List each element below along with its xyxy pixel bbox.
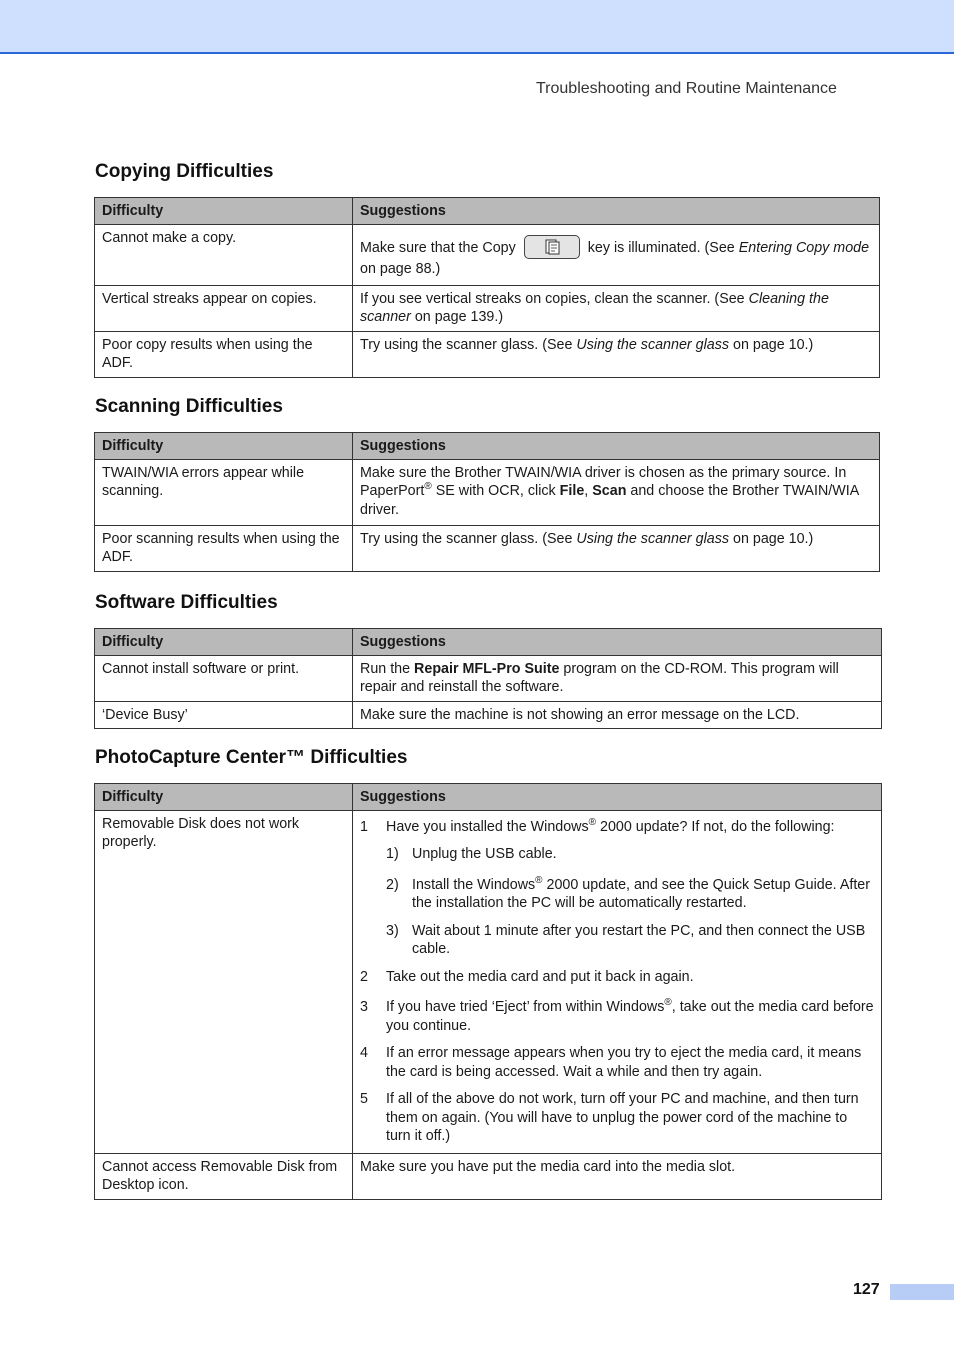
suggestion-cell (353, 810, 882, 1153)
cross-reference: Using the scanner glass (576, 336, 730, 353)
col-difficulty: Difficulty (95, 198, 353, 225)
step-number: 4 (360, 1045, 368, 1061)
col-suggestions: Suggestions (353, 433, 880, 460)
copying-table (94, 197, 880, 378)
substep-number: 2) (386, 876, 399, 893)
difficulty-cell: Cannot install software or print. (95, 655, 353, 701)
suggestion-cell (353, 224, 880, 285)
table-header-row (95, 433, 880, 460)
menu-name-file: File (559, 483, 585, 499)
copying-title: Copying Difficulties (95, 161, 274, 182)
col-suggestions: Suggestions (353, 784, 882, 811)
substep-fragment: Install the Windows (412, 876, 536, 893)
scanning-title: Scanning Difficulties (95, 396, 283, 417)
registered-mark: ® (535, 874, 543, 886)
suggestion-text: SE with OCR, click (431, 483, 560, 499)
page-number: 127 (853, 1281, 880, 1298)
difficulty-cell: Poor copy results when using the ADF. (95, 331, 353, 377)
difficulty-cell: Vertical streaks appear on copies. (95, 285, 353, 331)
scanning-table (94, 432, 880, 572)
table-row (95, 285, 880, 331)
difficulty-cell: TWAIN/WIA errors appear while scanning. (95, 459, 353, 525)
registered-mark: ® (664, 997, 672, 1009)
table-row (95, 655, 882, 701)
suggestion-cell (353, 459, 880, 525)
suggestion-text: Make sure the Brother TWAIN/WIA driver is chosen as the primary source. In PaperPort (360, 464, 847, 499)
col-difficulty: Difficulty (95, 433, 353, 460)
substep-text: Unplug the USB cable. (412, 846, 557, 862)
photocapture-title: PhotoCapture Center™ Difficulties (95, 747, 408, 768)
photocapture-table (94, 783, 882, 1200)
suggestion-text: program on the CD-ROM. This program will repair and reinstall the software. (360, 660, 839, 695)
suggestion-cell (353, 655, 882, 701)
substep-text (412, 876, 875, 913)
suggestion-cell (353, 525, 880, 571)
table-row (95, 701, 882, 729)
suggestion-text: , (584, 483, 593, 499)
table-row (95, 525, 880, 571)
list-item (360, 1044, 875, 1081)
table-header-row (95, 198, 880, 225)
running-header: Troubleshooting and Routine Maintenance (536, 80, 837, 97)
table-row (95, 1153, 882, 1199)
software-table (94, 628, 882, 729)
difficulty-cell: Cannot access Removable Disk from Desktop icon. (95, 1153, 353, 1199)
copy-key-icon (524, 235, 580, 259)
table-header-row (95, 629, 882, 656)
list-item (360, 998, 875, 1035)
suggestion-text: on page 88.) (360, 260, 441, 277)
menu-name-scan: Scan (592, 483, 627, 499)
step-number: 2 (360, 968, 368, 985)
suggestion-text: If you see vertical streaks on copies, clean the scanner. (See (360, 290, 745, 307)
col-difficulty: Difficulty (95, 629, 353, 656)
step-fragment: , take out the media card before you continue. (386, 999, 874, 1034)
table-row (95, 224, 880, 285)
step-text (386, 998, 875, 1035)
step-fragment: Have you installed the Windows (386, 818, 589, 835)
table-row (95, 459, 880, 525)
suggestion-text: Make sure that the Copy (360, 239, 516, 256)
list-item (360, 1090, 875, 1146)
step-text (386, 818, 835, 837)
step-text: If all of the above do not work, turn off your PC and machine, and then turn them on again. (You will have to unplug the power cord of the machine to turn it off.) (386, 1091, 859, 1144)
table-row (95, 810, 882, 1153)
suggestion-text: on page 10.) (733, 530, 814, 547)
suggestion-cell: Make sure the machine is not showing an error message on the LCD. (353, 701, 882, 729)
suggestion-cell (353, 331, 880, 377)
substep-number: 1) (386, 846, 399, 862)
page-tab-marker (890, 1284, 954, 1300)
suggestion-text: key is illuminated. (See (587, 239, 735, 256)
suggestion-text: on page 139.) (414, 309, 504, 325)
cross-reference: Entering Copy mode (738, 239, 870, 256)
cross-reference: Cleaning the scanner (360, 290, 829, 325)
step-text: Take out the media card and put it back in again. (386, 968, 694, 985)
col-suggestions: Suggestions (353, 198, 880, 225)
suggestion-text: and choose the Brother TWAIN/WIA driver. (360, 483, 859, 518)
list-item (360, 968, 875, 987)
registered-mark: ® (424, 481, 432, 493)
program-name: Repair MFL-Pro Suite (414, 660, 560, 677)
col-suggestions: Suggestions (353, 629, 882, 656)
suggestion-text: Try using the scanner glass. (See (360, 530, 573, 547)
suggestion-text: on page 10.) (733, 336, 814, 353)
difficulty-cell: Poor scanning results when using the ADF. (95, 525, 353, 571)
step-number: 5 (360, 1091, 368, 1107)
step-text: If an error message appears when you try to eject the media card, it means the card is being accessed. Wait a while and then try again. (386, 1045, 862, 1080)
suggestion-cell: Make sure you have put the media card into the media slot. (353, 1153, 882, 1199)
substep-fragment: 2000 update, and see the Quick Setup Guide. After the installation the PC will be automatically restarted. (412, 876, 871, 911)
table-row (95, 331, 880, 377)
cross-reference: Using the scanner glass (576, 530, 730, 547)
difficulty-cell: ‘Device Busy’ (95, 701, 353, 729)
step-number: 1 (360, 818, 368, 835)
substep-number: 3) (386, 922, 399, 939)
suggestion-cell (353, 285, 880, 331)
registered-mark: ® (588, 816, 597, 828)
list-item (386, 922, 875, 959)
header-band (0, 0, 954, 54)
substep-text: Wait about 1 minute after you restart the PC, and then connect the USB cable. (412, 922, 866, 957)
table-header-row (95, 784, 882, 811)
step-number: 3 (360, 999, 368, 1015)
col-difficulty: Difficulty (95, 784, 353, 811)
list-item (360, 818, 875, 837)
step-fragment: 2000 update? If not, do the following: (596, 818, 835, 835)
difficulty-cell: Cannot make a copy. (95, 224, 353, 285)
difficulty-cell: Removable Disk does not work properly. (95, 810, 353, 1153)
software-title: Software Difficulties (95, 592, 278, 613)
list-item (386, 876, 875, 913)
step-fragment: If you have tried ‘Eject’ from within Windows (386, 999, 665, 1015)
suggestion-text: Run the (360, 660, 415, 677)
list-item (386, 845, 875, 864)
suggestion-text: Try using the scanner glass. (See (360, 336, 573, 353)
